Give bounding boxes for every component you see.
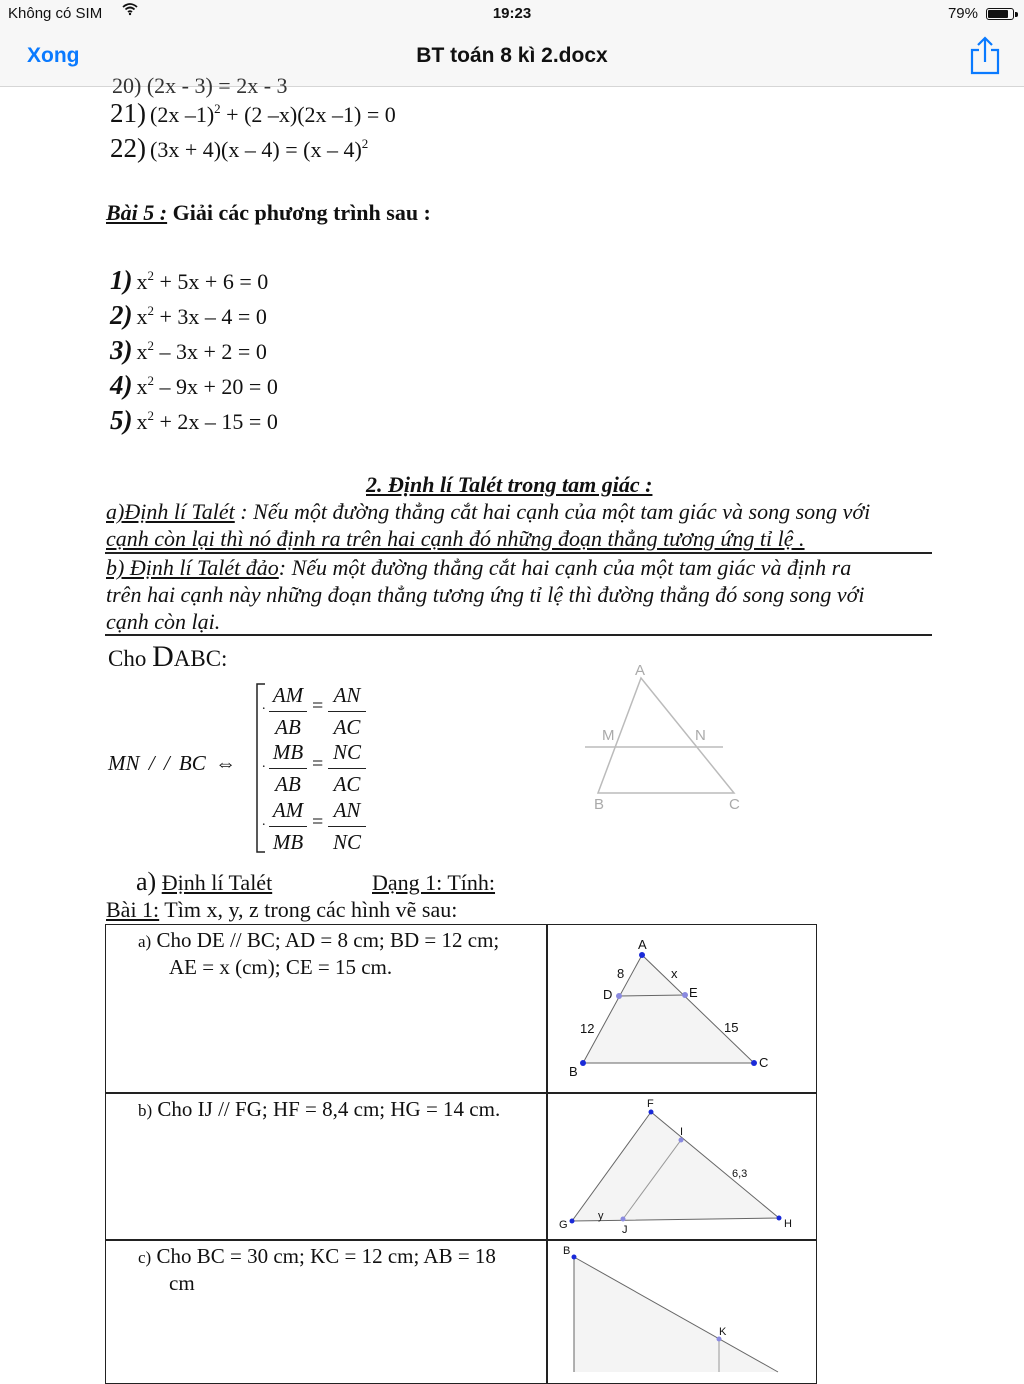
label-b: B (569, 1064, 578, 1079)
table-row: c) Cho BC = 30 cm; KC = 12 cm; AB = 18 (138, 1244, 496, 1268)
equation-21: 21) (2x –1)$^2$ + (2 –x)(2x –1) = 0 (110, 98, 396, 128)
list-item: 2) $x^2 + 3x - 4 = 0$ (110, 300, 267, 330)
list-item: 1) $x^2 + 5x + 6 = 0$ (110, 265, 269, 295)
equation-22: 22) (3x + 4)(x – 4) = (x – 4)$^2$ (110, 133, 369, 163)
label-c: C (759, 1055, 769, 1070)
theorem-b-line1: b) Định lí Talét đảo: Nếu một đường thẳng cắt hai cạnh của một tam giác và định ra (106, 555, 852, 580)
label-b: B (563, 1245, 571, 1257)
exercise-1-heading: Bài 1: Tìm x, y, z trong các hình vẽ sau: (106, 897, 458, 922)
theorem-b-line2: trên hai cạnh này những đoạn thẳng tương ứng tỉ lệ thì đường thẳng đó song song với (106, 582, 865, 607)
subsection-heading: a) Định lí Talét (136, 867, 273, 896)
dang-1-label: Dạng 1: Tính: (372, 870, 496, 895)
battery-icon (986, 8, 1014, 20)
label-y: y (598, 1210, 604, 1222)
label-m: M (602, 727, 615, 744)
label-d: D (603, 987, 613, 1002)
figure-c (548, 1242, 814, 1365)
divider (105, 634, 932, 636)
theorem-a-line2: cạnh còn lại thì nó định ra trên hai cạnh đó những đoạn thẳng tương ứng tỉ lệ . (106, 526, 805, 551)
section-2-title: 2. Định lí Talét trong tam giác : (366, 472, 653, 497)
document-page[interactable]: 20) (2x - 3) = 2x - 3 21) (2x –1)$^2$ + (2 –x)(2x –1) = 0 22) (3x + 4)(x – 4) = (x – 4)$^2$ Bài 5 : Giải các phương trình sau : 1) $x^2 + 5x + 6 = 0$ 2) $x^2 + 3x - 4 = 0$ 3) $x^2 - 3x + 2 = 0$ 4) $x^2 - 9x + 20 = 0$ 5) $x^2 + 2x - 15 = 0$ 2. Định lí Talét trong tam giác : a)Định lí Talét : Nếu một đường thẳng cắt hai cạnh của một tam giác và song song với cạnh còn lại thì nó định ra trên hai cạnh đó những đoạn thẳng tương ứng tỉ lệ . b) Định lí Talét đảo: Nếu một đường thẳng cắt hai cạnh của một tam giác và định ra trên hai cạnh này những đoạn thẳng tương ứng tỉ lệ thì đường thẳng đó song song với cạnh còn lại. Cho DABC: MN / / BC ⇔ . AM AB = AN AC . MB AB = NC AC . AM MB = AN NC A M N B C a) Định lí Talét Dạng 1: Tính: Bài 1: Tìm x, y, z trong các hình vẽ sau: a) Cho DE // BC; AD = 8 cm; BD = 12 cm; AE = x (cm); CE = 15 cm. b) Cho IJ // FG; HF = 8,4 cm; HG = 14 cm. c) Cho BC = 30 cm; KC = 12 cm; AB = 18 cm A D E B C 8 x 12 15 F I G J H y 6,3 B K (0, 87, 1024, 1365)
label-a: A (635, 662, 646, 679)
status-time: 19:23 (492, 5, 532, 22)
theorem-b-line3: cạnh còn lại. (106, 609, 221, 634)
done-button[interactable]: Xong (27, 44, 80, 67)
status-bar (0, 0, 1024, 28)
cut-off-equation: 20) (2x - 3) = 2x - 3 (112, 73, 288, 98)
label-i: I (680, 1126, 684, 1138)
given-triangle: Cho DABC: (108, 640, 228, 673)
formula-lhs: MN / / BC ⇔ (108, 751, 237, 775)
exercise-5-heading: Bài 5 : Giải các phương trình sau : (106, 200, 431, 225)
list-item: 5) $x^2 + 2x - 15 = 0$ (110, 405, 278, 435)
table-row-divider (105, 1092, 817, 1094)
list-item: 4) $x^2 - 9x + 20 = 0$ (110, 370, 278, 400)
label-e: E (689, 985, 698, 1000)
list-item: 3) $x^2 - 3x + 2 = 0$ (110, 335, 267, 365)
table-row-divider (105, 1239, 817, 1241)
label-j: J (622, 1224, 628, 1236)
table-row: b) Cho IJ // FG; HF = 8,4 cm; HG = 14 cm. (138, 1097, 501, 1121)
label-ae: x (671, 966, 678, 981)
label-h: H (784, 1218, 792, 1230)
label-c: C (729, 796, 740, 813)
thales-figure (585, 657, 755, 817)
share-icon[interactable] (968, 35, 1002, 75)
label-g: G (559, 1219, 568, 1231)
figure-a (548, 927, 814, 1091)
label-n: N (695, 727, 706, 744)
figure-b (548, 1095, 814, 1238)
carrier-label: Không có SIM (8, 5, 103, 22)
theorem-a-line1: a)Định lí Talét : Nếu một đường thẳng cắt hai cạnh của một tam giác và song song với (106, 499, 871, 524)
label-b: B (594, 796, 605, 813)
label-ce: 15 (724, 1020, 739, 1035)
table-row-cont: cm (169, 1271, 195, 1295)
label-bd: 12 (580, 1021, 595, 1036)
label-f: F (647, 1098, 654, 1110)
battery-percent: 79% (947, 5, 978, 22)
table-row: a) Cho DE // BC; AD = 8 cm; BD = 12 cm; (138, 928, 500, 952)
label-k: K (719, 1326, 727, 1338)
label-ad: 8 (617, 966, 625, 981)
label-a: A (638, 937, 647, 952)
label-ih: 6,3 (732, 1168, 748, 1180)
divider (105, 552, 932, 554)
document-title: BT toán 8 kì 2.docx (416, 44, 608, 67)
table-row-cont: AE = x (cm); CE = 15 cm. (169, 955, 393, 979)
